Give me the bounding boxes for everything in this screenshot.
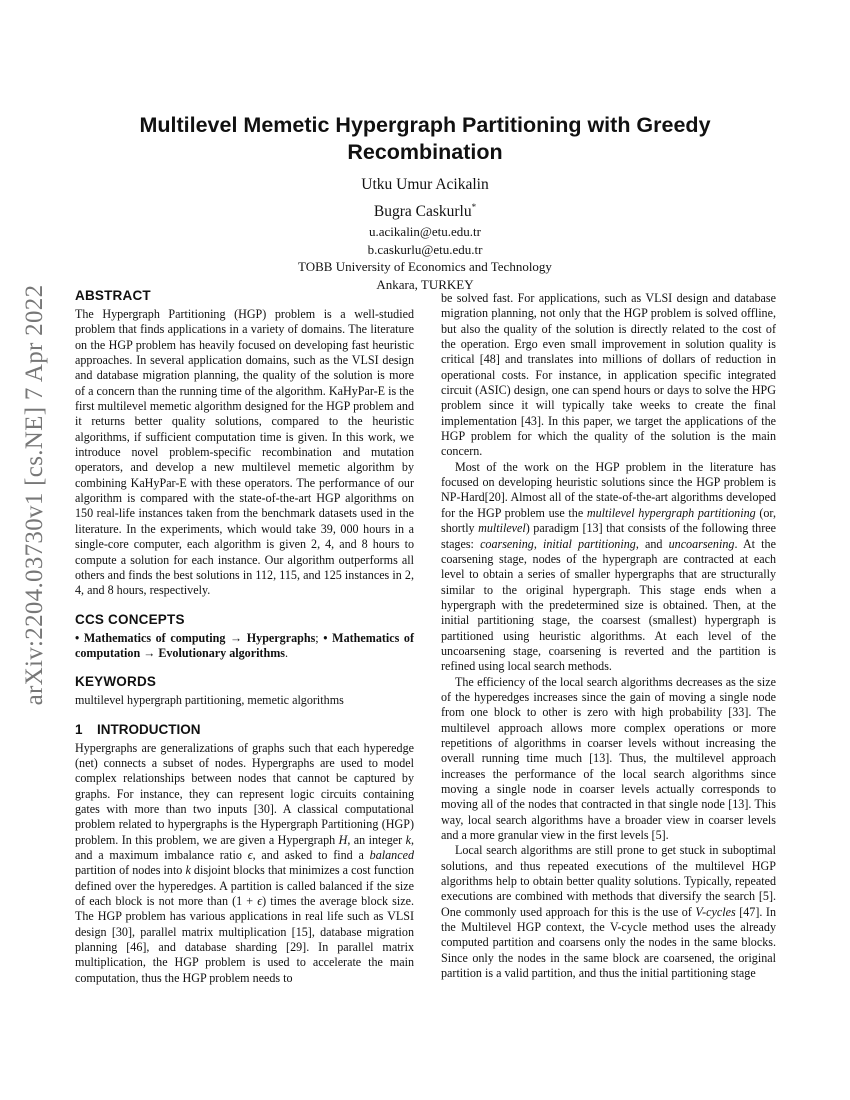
intro-paragraph-continued: be solved fast. For applications, such as VLSI design and database migration planning, not only that the HGP problem is solved offline, but also the quality of the solution is directly related to the cost of the operation. Ergo even small improvement in solution quality is critical [48] and translates into millions of dollars of reduction in operational costs. For instance, in application specific integrated circuit (ASIC) design, one can spend hours or days to solve the HPG problem since it will typically take weeks to create the final implementation [43]. In this paper, we target the applications of the HGP problem for which the quality of the solution is the main concern.	[441, 291, 776, 459]
location: Ankara, TURKEY	[376, 276, 474, 292]
intro-paragraph: The efficiency of the local search algorithms decreases as the size of the hyperedges increases since the gain of moving a single node from one block to other is zero with high probability [33]. The multilevel approach allows more complex operations or more repetitions of algorithms in coarser levels without increasing the overall running time much [13]. Thus, the multilevel approach increases the performance of the local search algorithms since moving a single node in coarser levels actually corresponds to moving all of the nodes that contracted in that single node [13]. This way, local search algorithms have a broader view in coarser levels and a more granular view in the first levels [5].	[441, 674, 776, 843]
keywords-heading: KEYWORDS	[75, 674, 157, 690]
abstract-heading: ABSTRACT	[75, 288, 151, 303]
corresponding-author-mark: *	[471, 202, 477, 212]
author-block	[70, 174, 780, 293]
keywords-text: multilevel hypergraph partitioning, memetic algorithms	[75, 693, 344, 708]
arxiv-identifier: arXiv:2204.03730v1 [cs.NE] 7 Apr 2022	[21, 284, 48, 706]
section-number: 1	[75, 721, 83, 737]
paper-header	[70, 112, 780, 293]
author-email: b.caskurlu@etu.edu.tr	[367, 241, 483, 257]
intro-paragraph: Most of the work on the HGP problem in the literature has focused on developing heuristic solutions since the HGP problem is NP-Hard[20]. Almost all of the state-of-the-art algorithms developed for the HGP problem use the multilevel hypergraph partitioning (or, shortly multilevel) paradigm [13] that consists of the following three stages: coarsening, initial partitioning, and uncoarsening. At the coarsening stage, nodes of the hypergraph are contracted at each level to obtain a series of smaller hypergraphs that are structurally similar to the original hypergraph. This stage ends when a hypergraph with the predetermined size is obtained. Then, at the initial partitioning stage, the coarsest (smallest) hypergraph is partitioned using heuristic algorithms. At each level of the uncoarsening stage, coarsening is reverted and the partition is refined using local search methods.	[441, 459, 777, 674]
arxiv-sidebar	[12, 284, 58, 706]
right-column	[441, 291, 776, 981]
ccs-concepts: • Mathematics of computing → Hypergraphs; • Mathematics of computation → Evolutionary algorithms.	[75, 630, 415, 660]
author-name: Bugra Caskurlu*	[373, 202, 477, 221]
introduction-heading: 1 INTRODUCTION	[75, 721, 201, 737]
affiliation: TOBB University of Economics and Technology	[298, 259, 552, 275]
author-name: Utku Umur Acikalin	[361, 176, 489, 193]
paper-title: Multilevel Memetic Hypergraph Partitioning with Greedy Recombination	[139, 113, 711, 164]
intro-paragraph: Hypergraphs are generalizations of graphs such that each hyperedge (net) connects a subset of nodes. Hypergraphs are used to model complex relationships between nodes that cannot be captured by graphs. For instance, they can represent logic circuits containing gates with more than two inputs [30]. A classical computational problem related to hypergraphs is the Hypergraph Partitioning (HGP) problem. In this problem, we are given a Hypergraph H, an integer k, and a maximum imbalance ratio ϵ, and asked to find a balanced partition of nodes into k disjoint blocks that minimizes a cost function defined over the hyperedges. A partition is called balanced if the size of each block is not more than (1 + ϵ) times the average block size. The HGP problem has various applications in real life such as VLSI design [30], parallel matrix multiplication [15], database migration planning [46], and database sharding [29]. In parallel matrix multiplication, the HGP problem is used to accelerate the main computation, thus the HGP problem needs to	[75, 740, 414, 985]
abstract-text: The Hypergraph Partitioning (HGP) problem is a well-studied problem that finds applications in a variety of domains. The literature on the HGP problem has heavily focused on developing fast heuristic approaches. In several application domains, such as the VLSI design and database migration planning, the quality of the solution is more of a concern than the running time of the algorithm. KaHyPar-E is the first multilevel memetic algorithm designed for the HGP problem and it returns better quality solutions, compared to the heuristic algorithms, if sufficient computation time is given. In this work, we introduce novel problem-specific recombination and mutation operators, and develop a new multilevel memetic algorithm by combining KaHyPar-E with these operators. The performance of our algorithm is compared with the state-of-the-art HGP algorithms on 150 real-life instances taken from the benchmark datasets used in the literature. In the experiments, which would take 39, 000 hours in a single-core computer, each algorithm is given 2, 4, and 8 hours to compute a solution for each instance. Our algorithm outperforms all others and finds the best solutions in 112, 115, and 125 instances in 2, 4, and 8 hours, respectively.	[75, 307, 414, 598]
intro-paragraph: Local search algorithms are still prone to get stuck in suboptimal solutions, and thus repeated executions of the multilevel HGP algorithms help to obtain better quality solutions. Typically, repeated executions are combined with methods that diversify the search [5]. One commonly used approach for this is the use of V-cycles [47]. In the Multilevel HGP context, the V-cycle method uses the already computed partition and coarsens only the nodes in the same blocks. Since only the nodes in the same block are coarsened, the original partition is a valid partition, and thus the initial partitioning stage	[441, 843, 776, 981]
author-email: u.acikalin@etu.edu.tr	[369, 224, 481, 240]
ccs-heading: CCS CONCEPTS	[75, 611, 185, 627]
left-column	[75, 287, 414, 986]
